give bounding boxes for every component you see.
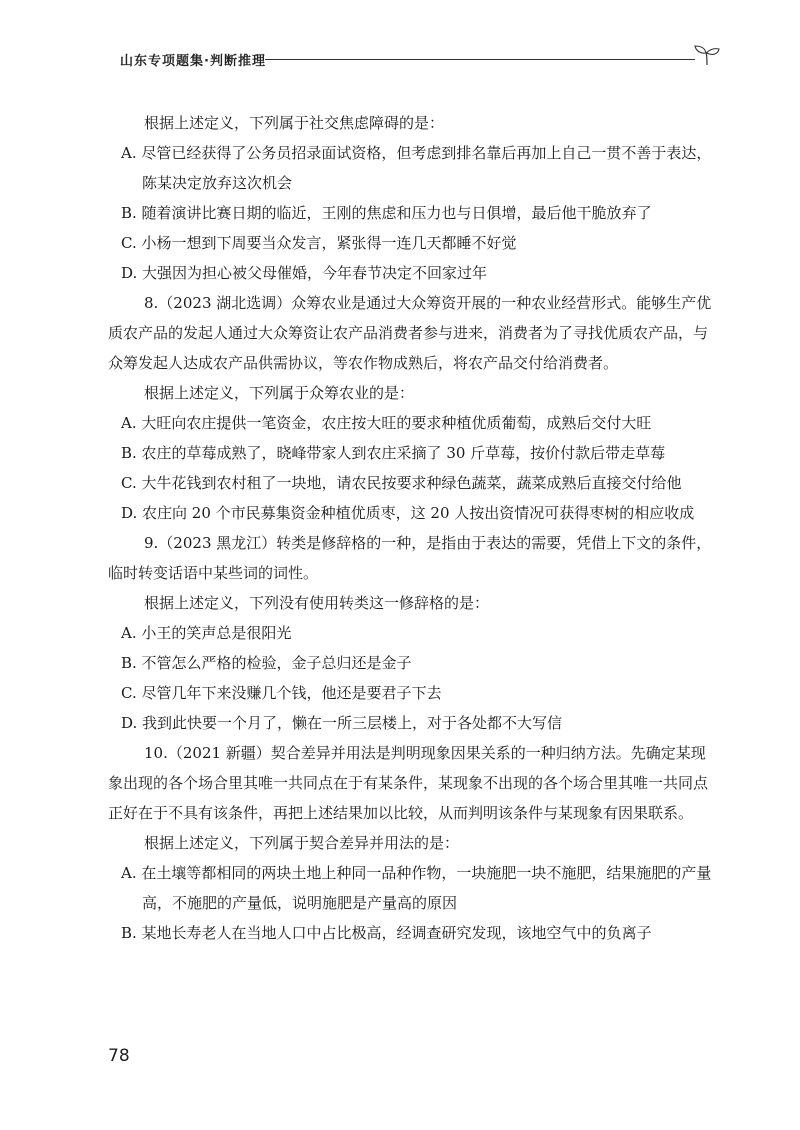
q7-option-c: C. 小杨一想到下周要当众发言，紧张得一连几天都睡不好觉 [121, 234, 517, 252]
q9-option-d: D. 我到此快要一个月了，懒在一所三层楼上，对于各处都不大写信 [121, 714, 563, 732]
q8-option-a: A. 大旺向农庄提供一笔资金，农庄按大旺的要求种植优质葡萄，成熟后交付大旺 [121, 414, 652, 432]
q7-prompt: 根据上述定义，下列属于社交焦虑障碍的是： [144, 114, 445, 132]
q9-stem: 9.（2023 黑龙江）转类是修辞格的一种，是指由于表达的需要，凭借上下文的条件，临时转变话语中某些词的词性。 [108, 534, 712, 582]
document-body [108, 108, 712, 948]
sprout-leaf-icon [692, 44, 722, 66]
q10-option-b: B. 某地长寿老人在当地人口中占比极高，经调查研究发现，该地空气中的负离子 [121, 924, 652, 942]
q8-option-c: C. 大牛花钱到农村租了一块地，请农民按要求种绿色蔬菜，蔬菜成熟后直接交付给他 [121, 474, 682, 492]
q8-option-b: B. 农庄的草莓成熟了，晓峰带家人到农庄采摘了 30 斤草莓，按价付款后带走草莓 [121, 444, 666, 462]
q9-prompt: 根据上述定义，下列没有使用转类这一修辞格的是： [144, 594, 490, 612]
q9-option-c: C. 尽管几年下来没赚几个钱，他还是要君子下去 [121, 684, 442, 702]
q8-option-d: D. 农庄向 20 个市民募集资金种植优质枣，这 20 人按出资情况可获得枣树的相应收成 [121, 504, 695, 522]
q9-option-a: A. 小王的笑声总是很阳光 [121, 624, 292, 642]
q10-prompt: 根据上述定义，下列属于契合差异并用法的是： [144, 834, 460, 852]
q7-option-d: D. 大强因为担心被父母催婚，今年春节决定不回家过年 [121, 264, 488, 282]
q8-prompt: 根据上述定义，下列属于众筹农业的是： [144, 384, 415, 402]
q7-option-a: A. 尽管已经获得了公务员招录面试资格，但考虑到排名靠后再加上自己一贯不善于表达，陈某决定放弃这次机会 [121, 144, 712, 192]
q7-option-b: B. 随着演讲比赛日期的临近，王刚的焦虑和压力也与日俱增，最后他干脆放弃了 [121, 204, 652, 222]
page-number: 78 [108, 1046, 130, 1066]
q9-option-b: B. 不管怎么严格的检验，金子总归还是金子 [121, 654, 412, 672]
header-title: 山东专项题集·判断推理 [120, 54, 266, 69]
q10-stem: 10.（2021 新疆）契合差异并用法是判明现象因果关系的一种归纳方法。先确定某现象出现的各个场合里其唯一共同点在于有某条件，某现象不出现的各个场合里其唯一共同点正好在于不具有该条件，再把上述结果加以比较，从而判明该条件与某现象有因果联系。 [108, 744, 709, 822]
running-header [120, 44, 720, 74]
q10-option-a: A. 在土壤等都相同的两块土地上种同一品种作物，一块施肥一块不施肥，结果施肥的产量高，不施肥的产量低，说明施肥是产量高的原因 [121, 864, 712, 912]
q8-stem: 8.（2023 湖北选调）众筹农业是通过大众筹资开展的一种农业经营形式。能够生产优质农产品的发起人通过大众筹资让农产品消费者参与进来，消费者为了寻找优质农产品，与众筹发起人达成农产品供需协议，等农作物成熟后，将农产品交付给消费者。 [108, 294, 712, 372]
header-rule [265, 59, 695, 60]
